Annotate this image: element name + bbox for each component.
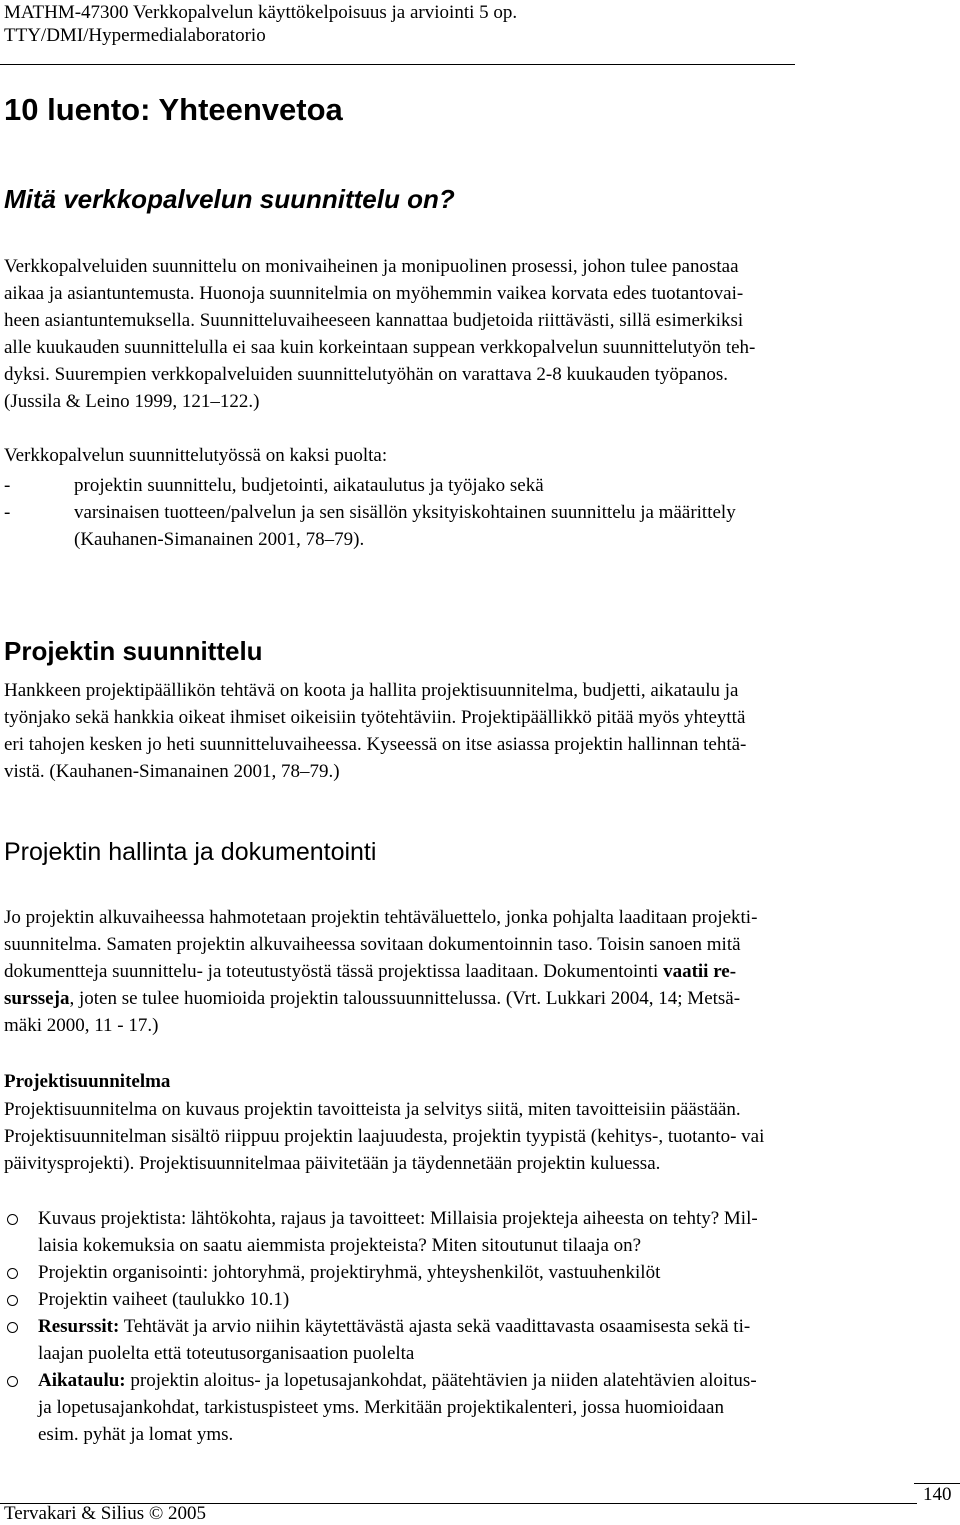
- section2-paragraph: [4, 677, 954, 785]
- list-item-continuation: ja lopetusajankohdat, tarkistuspisteet yms. Merkitään projektikalenteri, jossa huomioidaan: [38, 1397, 724, 1418]
- bold-text: vaatii re-: [663, 961, 737, 982]
- section-heading-what-is-design: Mitä verkkopalvelun suunnittelu on?: [4, 184, 455, 214]
- text-line: Verkkopalvelun suunnittelutyössä on kaksi puolta:: [4, 445, 388, 466]
- text-run: Tehtävät ja arvio niihin käytettävästä ajasta sekä vaadittavasta osaamisesta sekä ti-: [119, 1316, 751, 1337]
- list-item: varsinaisen tuotteen/palvelun ja sen sisällön yksityiskohtainen suunnittelu ja määrittely: [74, 502, 736, 523]
- list-item-continuation: laajan puolelta että toteutusorganisaation puolelta: [38, 1343, 415, 1364]
- text-line: vistä. (Kauhanen-Simanainen 2001, 78–79.): [4, 761, 340, 782]
- text-run: dokumentteja suunnittelu- ja toteutustyöstä tässä projektissa laaditaan. Dokumentointi: [4, 961, 664, 982]
- list-item: [38, 1367, 757, 1394]
- list-item: projektin suunnittelu, budjetointi, aikataulutus ja työjako sekä: [74, 475, 544, 496]
- dash-bullet: -: [4, 475, 11, 496]
- text-line: Verkkopalveluiden suunnittelu on monivaiheinen ja monipuolinen prosessi, johon tulee panostaa: [4, 256, 739, 277]
- circle-bullet-icon: [7, 1322, 18, 1333]
- list-item: [38, 1313, 750, 1340]
- section-heading-project-plan: Projektisuunnitelma: [4, 1071, 171, 1092]
- list-item: Kuvaus projektista: lähtökohta, rajaus ja tavoitteet: Millaisia projekteja aiheesta on tehty? Mil-: [38, 1208, 758, 1229]
- text-line: aikaa ja asiantuntemusta. Huonoja suunnitelmia on myöhemmin vaikea korvata edes tuotantovai-: [4, 283, 744, 304]
- bold-text: sursseja: [4, 988, 70, 1009]
- section4-paragraph: [4, 1096, 954, 1177]
- list-item: Projektin vaiheet (taulukko 10.1): [38, 1289, 290, 1310]
- page-title: 10 luento: Yhteenvetoa: [4, 92, 343, 127]
- dash-bullet: -: [4, 502, 11, 523]
- text-run: , joten se tulee huomioida projektin taloussuunnittelussa. (Vrt. Lukkari 2004, 14; Metsä-: [69, 988, 741, 1009]
- section1-list-intro: [4, 442, 954, 469]
- section-heading-project-planning: Projektin suunnittelu: [4, 636, 263, 666]
- list-item-continuation: (Kauhanen-Simanainen 2001, 78–79).: [74, 529, 365, 550]
- section3-paragraph: [4, 904, 954, 1039]
- circle-bullet-icon: [7, 1295, 18, 1306]
- text-line: heen asiantuntemuksella. Suunnitteluvaiheeseen kannattaa budjetoida riittävästi, sillä esimerkiksi: [4, 310, 744, 331]
- text-line: eri tahojen kesken jo heti suunnitteluvaiheessa. Kyseessä on itse asiassa projektin hallinnan tehtä-: [4, 734, 747, 755]
- section-heading-project-management: Projektin hallinta ja dokumentointi: [4, 838, 377, 866]
- header-course-title: MATHM-47300 Verkkopalvelun käyttökelpoisuus ja arviointi 5 op.: [4, 2, 518, 23]
- text-line: [4, 985, 954, 1012]
- text-run: projektin aloitus- ja lopetusajankohdat, päätehtävien ja niiden alatehtävien aloitus-: [125, 1370, 757, 1391]
- text-line: Jo projektin alkuvaiheessa hahmotetaan projektin tehtäväluettelo, jonka pohjalta laaditaan projekti-: [4, 907, 758, 928]
- text-line: päivitysprojekti). Projektisuunnitelmaa päivitetään ja täydennetään projektin kuluessa.: [4, 1153, 661, 1174]
- list-item-continuation: laisia kokemuksia on saatu aiemmista projekteista? Miten sitoutunut tilaaja on?: [38, 1235, 642, 1256]
- text-line: työnjako sekä hankkia oikeat ihmiset oikeisiin työtehtäviin. Projektipäällikkö pitää myös yhteyttä: [4, 707, 746, 728]
- section1-paragraph: [4, 253, 954, 415]
- text-line: dyksi. Suurempien verkkopalveluiden suunnittelutyöhän on varattava 2-8 kuukauden työpanos.: [4, 364, 728, 385]
- circle-bullet-icon: [7, 1376, 18, 1387]
- text-line: alle kuukauden suunnittelulla ei saa kuin korkeintaan suppean verkkopalvelun suunnittelutyön teh-: [4, 337, 756, 358]
- footer-copyright: Tervakari & Silius © 2005: [4, 1503, 207, 1524]
- bold-label: Aikataulu:: [38, 1370, 126, 1391]
- bold-label: Resurssit:: [38, 1316, 120, 1337]
- list-item: Projektin organisointi: johtoryhmä, projektiryhmä, yhteyshenkilöt, vastuuhenkilöt: [38, 1262, 661, 1283]
- text-line: (Jussila & Leino 1999, 121–122.): [4, 391, 260, 412]
- header-divider: [0, 64, 795, 65]
- list-item-continuation: esim. pyhät ja lomat yms.: [38, 1424, 234, 1445]
- text-line: Projektisuunnitelman sisältö riippuu projektin laajuudesta, projektin tyypistä (kehitys-, tuotanto- vai: [4, 1126, 765, 1147]
- circle-bullet-icon: [7, 1268, 18, 1279]
- text-line: [4, 958, 954, 985]
- text-line: Projektisuunnitelma on kuvaus projektin tavoitteista ja selvitys siitä, miten tavoitteisiin päästään.: [4, 1099, 741, 1120]
- page-number: 140: [923, 1484, 952, 1505]
- text-line: suunnitelma. Samaten projektin alkuvaiheessa sovitaan dokumentoinnin taso. Toisin sanoen mitä: [4, 934, 741, 955]
- circle-bullet-icon: [7, 1214, 18, 1225]
- header-department: TTY/DMI/Hypermedialaboratorio: [4, 25, 266, 46]
- text-line: Hankkeen projektipäällikön tehtävä on koota ja hallita projektisuunnitelma, budjetti, aikataulu ja: [4, 680, 739, 701]
- text-line: mäki 2000, 11 - 17.): [4, 1015, 159, 1036]
